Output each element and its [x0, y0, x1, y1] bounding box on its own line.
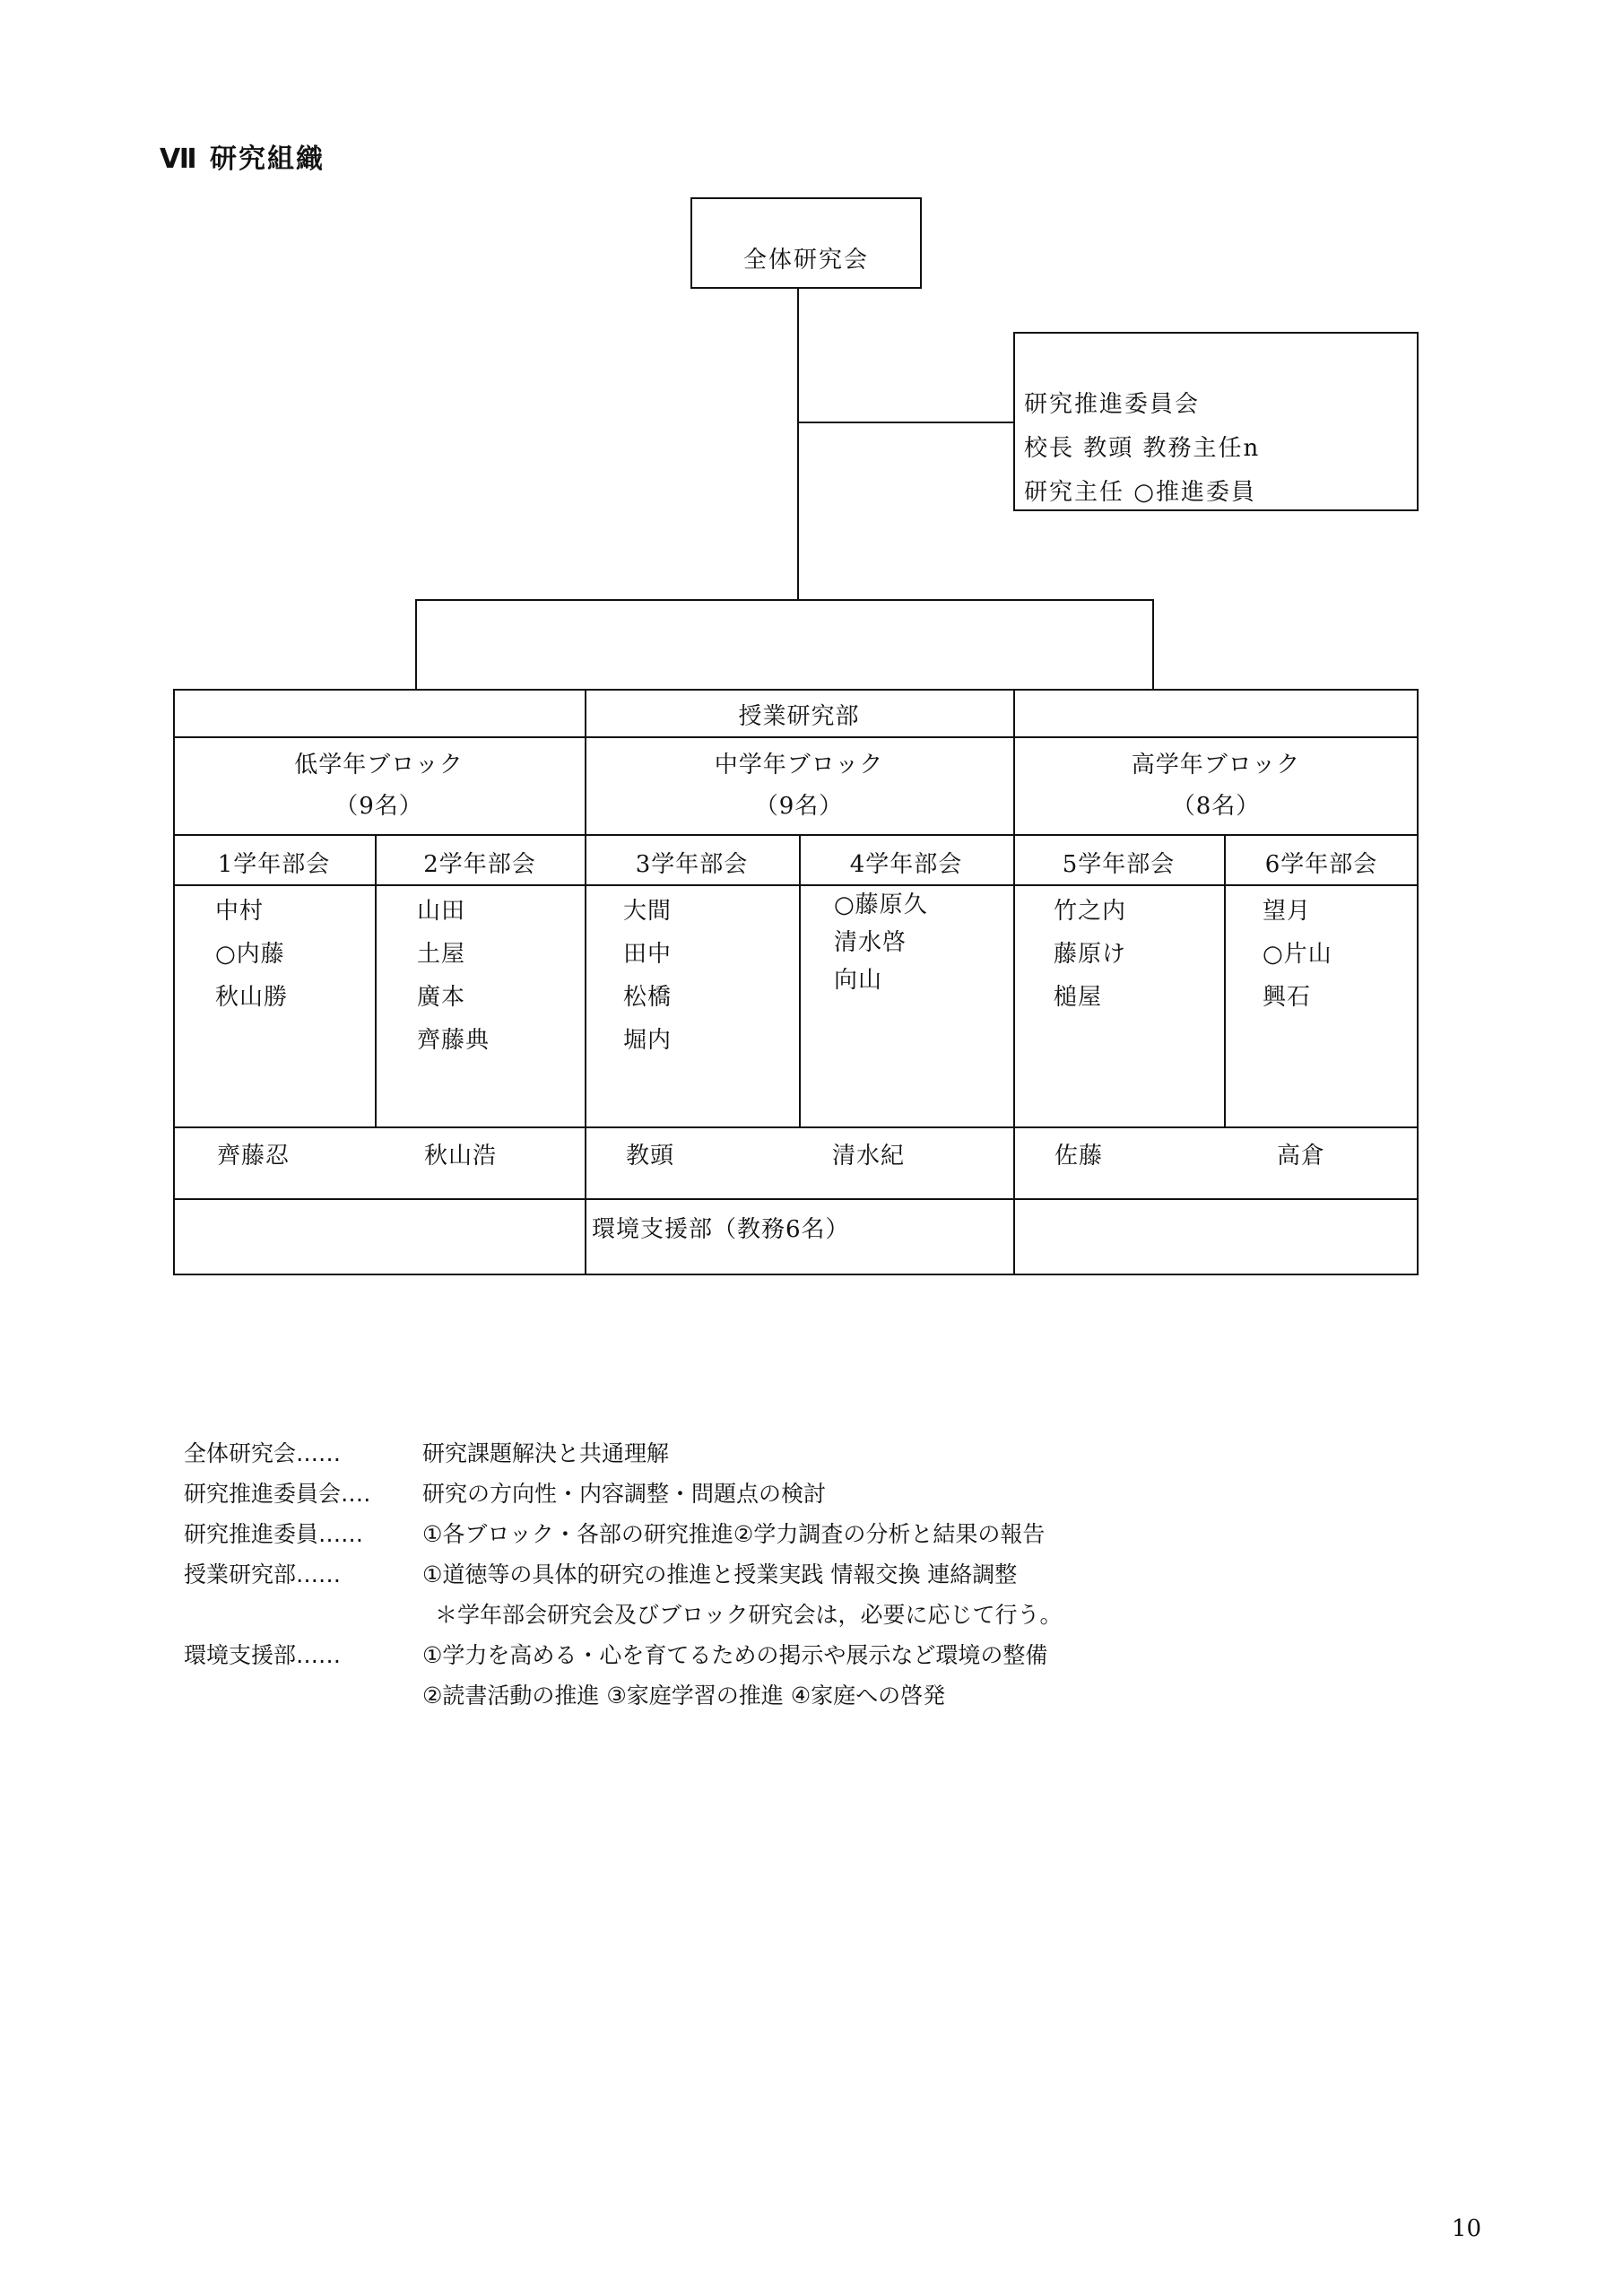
legend-value: ①道徳等の具体的研究の推進と授業実践 情報交換 連絡調整 — [422, 1561, 1018, 1587]
legend-value: ②読書活動の推進 ③家庭学習の推進 ④家庭への啓発 — [422, 1683, 946, 1709]
connector-committee — [797, 422, 1013, 423]
committee-box — [1013, 332, 1419, 511]
grade-3-label: 3学年部会 — [635, 851, 749, 878]
grade-2-label: 2学年部会 — [423, 851, 536, 878]
extra-staff-3: 教頭 — [626, 1143, 675, 1170]
grade-3-members — [623, 890, 672, 1062]
grade-4-label: 4学年部会 — [849, 851, 963, 878]
table-rule-4 — [173, 1126, 1419, 1128]
legend-value: 研究課題解決と共通理解 — [422, 1440, 670, 1466]
general-research-label: 全体研究会 — [742, 247, 869, 274]
block-lower — [173, 746, 585, 821]
connector-main-vertical — [797, 289, 799, 601]
grade-5-members — [1054, 890, 1126, 1019]
table-rule-2 — [173, 834, 1419, 836]
member-name: ○片山 — [1263, 941, 1332, 968]
table-rule-1 — [173, 736, 1419, 738]
member-name: 興石 — [1263, 984, 1312, 1011]
block-lower-name: 低学年ブロック — [294, 752, 464, 778]
grade-6-label: 6学年部会 — [1264, 851, 1378, 878]
grade-2-members — [417, 890, 490, 1062]
member-name: 藤原け — [1054, 941, 1127, 968]
block-upper-count: （8名） — [1171, 793, 1261, 820]
legend-key: 全体研究会‥‥‥ — [184, 1440, 342, 1466]
member-name: 望月 — [1263, 898, 1312, 925]
member-name: 大間 — [623, 898, 673, 925]
extra-staff-1: 齊藤忍 — [217, 1143, 291, 1170]
member-name: 竹之内 — [1054, 898, 1127, 925]
member-name: ○内藤 — [215, 941, 285, 968]
block-middle-count: （9名） — [754, 793, 844, 820]
grade-4-members — [834, 886, 928, 999]
page-number: 10 — [1451, 2215, 1481, 2242]
member-name: 田中 — [623, 941, 673, 968]
grade-6-members — [1263, 890, 1332, 1019]
legend-value: ①各ブロック・各部の研究推進②学力調査の分析と結果の報告 — [422, 1521, 1046, 1547]
member-name: 土屋 — [417, 941, 466, 968]
extra-staff-5: 佐藤 — [1055, 1143, 1104, 1170]
legend-key: 研究推進委員‥‥‥ — [184, 1521, 364, 1547]
member-name: 山田 — [417, 898, 466, 925]
grade-1-members — [215, 890, 288, 1019]
legend-value: 研究の方向性・内容調整・問題点の検討 — [422, 1481, 827, 1507]
connector-branch-left — [415, 599, 417, 689]
block-middle-name: 中学年ブロック — [714, 752, 884, 778]
member-name: 松橋 — [623, 984, 673, 1011]
legend-value: ①学力を高める・心を育てるための掲示や展示など環境の整備 — [422, 1642, 1048, 1668]
member-name: ○藤原久 — [834, 891, 928, 918]
member-name: 中村 — [215, 898, 265, 925]
block-upper-name: 高学年ブロック — [1131, 752, 1301, 778]
member-name: 廣本 — [417, 984, 466, 1011]
member-name: 槌屋 — [1054, 984, 1103, 1011]
block-middle — [585, 746, 1013, 821]
table-rule-5 — [173, 1198, 1419, 1200]
block-upper — [1013, 746, 1419, 821]
legend-key: 研究推進委員会‥‥ — [184, 1481, 371, 1507]
member-name: 齊藤典 — [417, 1027, 490, 1054]
member-name: 清水啓 — [834, 929, 907, 956]
connector-branch — [415, 599, 1154, 601]
extra-staff-4: 清水紀 — [832, 1143, 906, 1170]
member-name: 秋山勝 — [215, 984, 289, 1011]
committee-members-1: 校長 教頭 教務主任n — [1024, 435, 1261, 462]
block-lower-count: （9名） — [334, 793, 423, 820]
member-name: 向山 — [834, 967, 883, 994]
committee-title: 研究推進委員会 — [1024, 391, 1201, 418]
general-research-box — [690, 197, 922, 289]
extra-staff-2: 秋山浩 — [424, 1143, 498, 1170]
table-rule-3 — [173, 884, 1419, 886]
lesson-research-dept: 授業研究部 — [738, 703, 860, 730]
page-title: Ⅶ 研究組織 — [160, 144, 325, 175]
grade-1-label: 1学年部会 — [217, 851, 331, 878]
connector-branch-right — [1152, 599, 1154, 689]
member-name: 堀内 — [623, 1027, 673, 1054]
committee-members-2: 研究主任 ○推進委員 — [1024, 479, 1256, 506]
legend-key: 授業研究部‥‥‥ — [184, 1561, 342, 1587]
legend-value: ＊学年部会研究会及びブロック研究会は，必要に応じて行う。 — [435, 1602, 1063, 1628]
grade-5-label: 5学年部会 — [1062, 851, 1176, 878]
environment-support-dept: 環境支援部（教務6名） — [592, 1216, 850, 1243]
extra-staff-6: 高倉 — [1277, 1143, 1326, 1170]
legend-key: 環境支援部‥‥‥ — [184, 1642, 342, 1668]
